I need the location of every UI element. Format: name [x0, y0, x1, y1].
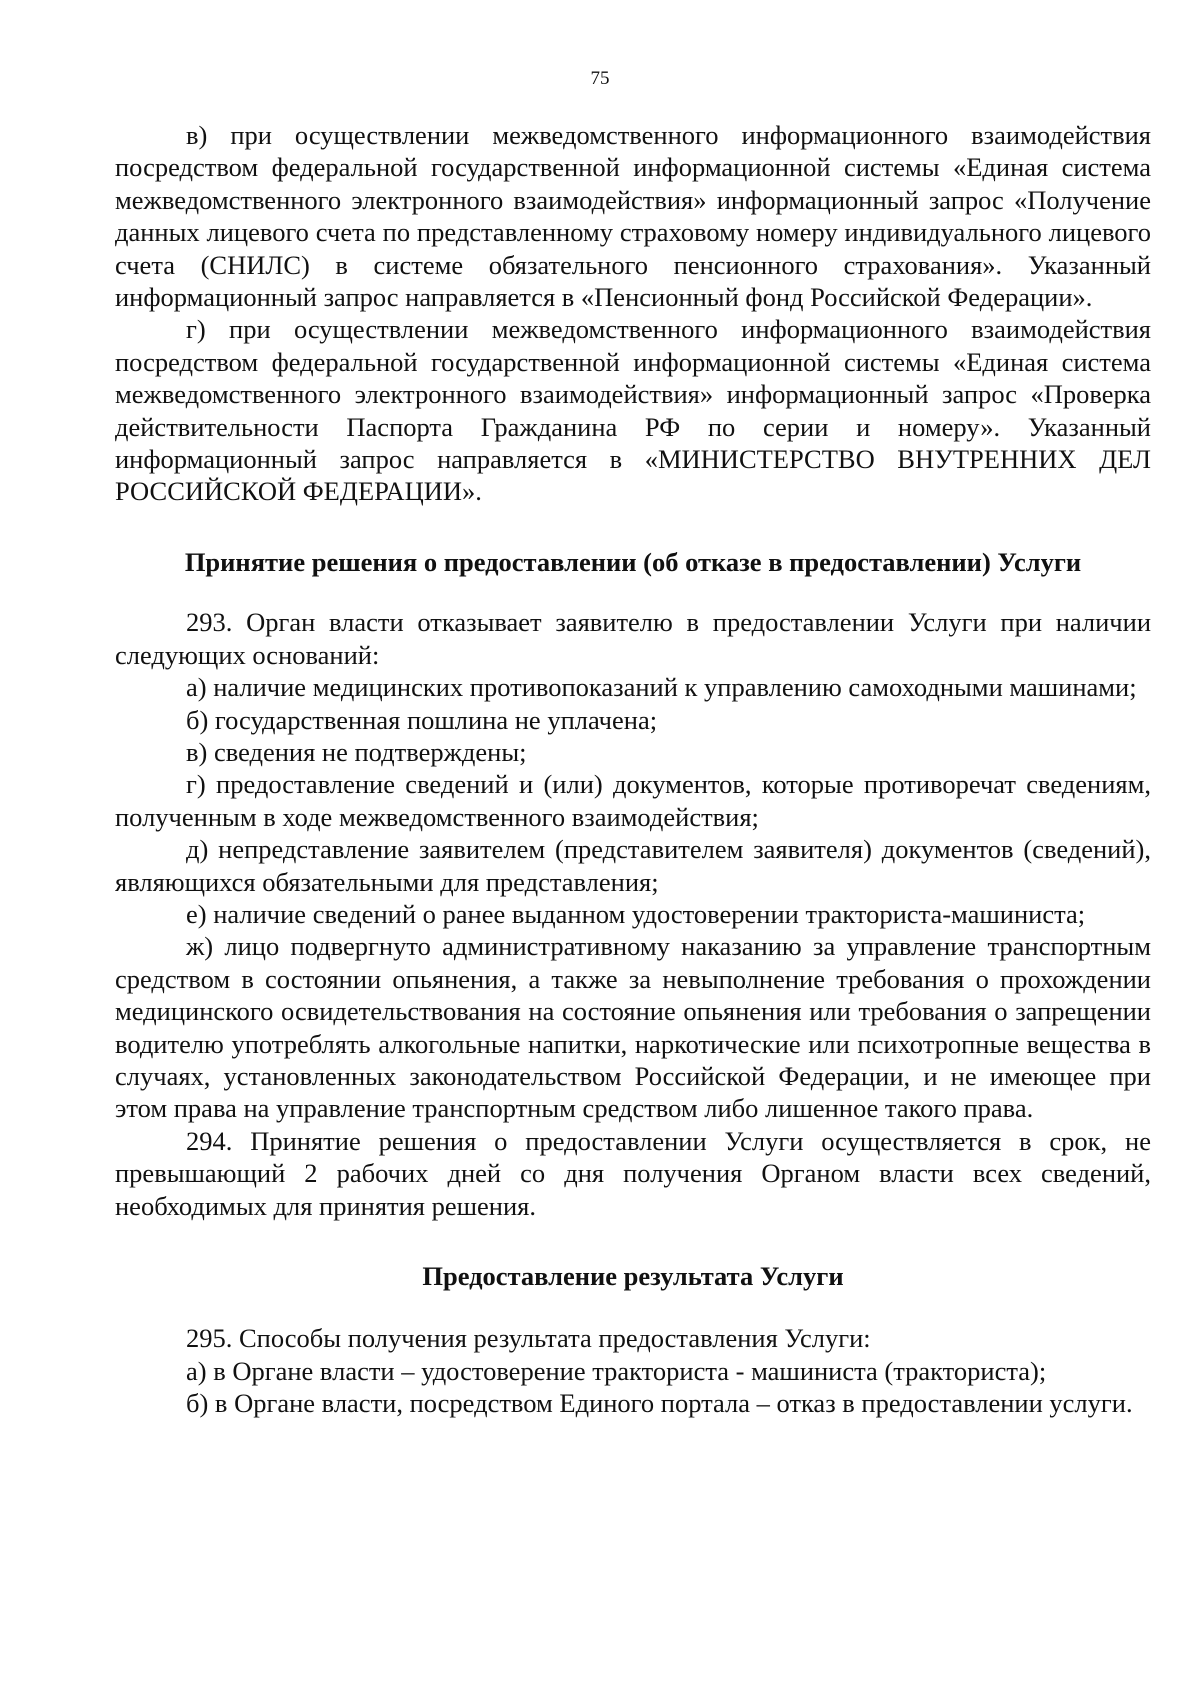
paragraph-293-a: а) наличие медицинских противопоказаний к управлению самоходными машинами;: [186, 672, 1137, 703]
section-heading-result: Предоставление результата Услуги: [422, 1261, 844, 1291]
paragraph-v-snils-request: в) при осуществлении межведомственного информационного взаимодействия посредством федеральной государственной информационной системы «Единая система межведомственного электронного взаимодействия» информационный запрос «Получение данных лицевого счета по представленному страховому номеру индивидуального лицевого счета (СНИЛС) в системе обязательного пенсионного страхования». Указанный информационный запрос направляется в «Пенсионный фонд Российской Федерации».: [115, 120, 1151, 313]
paragraph-293-b: б) государственная пошлина не уплачена;: [186, 704, 658, 735]
section-heading-decision: Принятие решения о предоставлении (об отказе в предоставлении) Услуги: [184, 546, 1082, 577]
paragraph-294: 294. Принятие решения о предоставлении Услуги осуществляется в срок, не превышающий 2 рабочих дней со дня получения Органом власти всех сведений, необходимых для принятия решения.: [115, 1125, 1151, 1221]
paragraph-293-v: в) сведения не подтверждены;: [186, 736, 527, 767]
paragraph-293-zh: ж) лицо подвергнуто административному наказанию за управление транспортным средством в состоянии опьянения, а также за невыполнение требования о прохождении медицинского освидетельствования на состояние опьянения или требования о запрещении водителю употреблять алкогольные напитки, наркотические или психотропные вещества в случаях, установленных законодательством Российской Федерации, и не имеющее при этом права на управление транспортным средством либо лишенное такого права.: [115, 931, 1151, 1124]
paragraph-295-b: б) в Органе власти, посредством Единого портала – отказ в предоставлении услуги.: [186, 1388, 1133, 1419]
page-number: 75: [590, 68, 610, 89]
paragraph-293-g: г) предоставление сведений и (или) документов, которые противоречат сведениям, полученным в ходе межведомственного взаимодействия;: [115, 769, 1151, 832]
paragraph-293-e: е) наличие сведений о ранее выданном удостоверении тракториста-машиниста;: [186, 898, 1086, 929]
document-body: [115, 119, 1151, 1420]
paragraph-295: 295. Способы получения результата предоставления Услуги:: [186, 1323, 871, 1354]
paragraph-293: 293. Орган власти отказывает заявителю в предоставлении Услуги при наличии следующих оснований:: [115, 607, 1151, 670]
paragraph-293-d: д) непредставление заявителем (представителем заявителя) документов (сведений), являющихся обязательными для представления;: [115, 834, 1151, 897]
paragraph-295-a: а) в Органе власти – удостоверение тракториста - машиниста (тракториста);: [186, 1355, 1047, 1386]
paragraph-g-passport-request: г) при осуществлении межведомственного информационного взаимодействия посредством федеральной государственной информационной системы «Единая система межведомственного электронного взаимодействия» информационный запрос «Проверка действительности Паспорта Гражданина РФ по серии и номеру». Указанный информационный запрос направляется в «МИНИСТЕРСТВО ВНУТРЕННИХ ДЕЛ РОССИЙСКОЙ ФЕДЕРАЦИИ».: [115, 314, 1151, 507]
